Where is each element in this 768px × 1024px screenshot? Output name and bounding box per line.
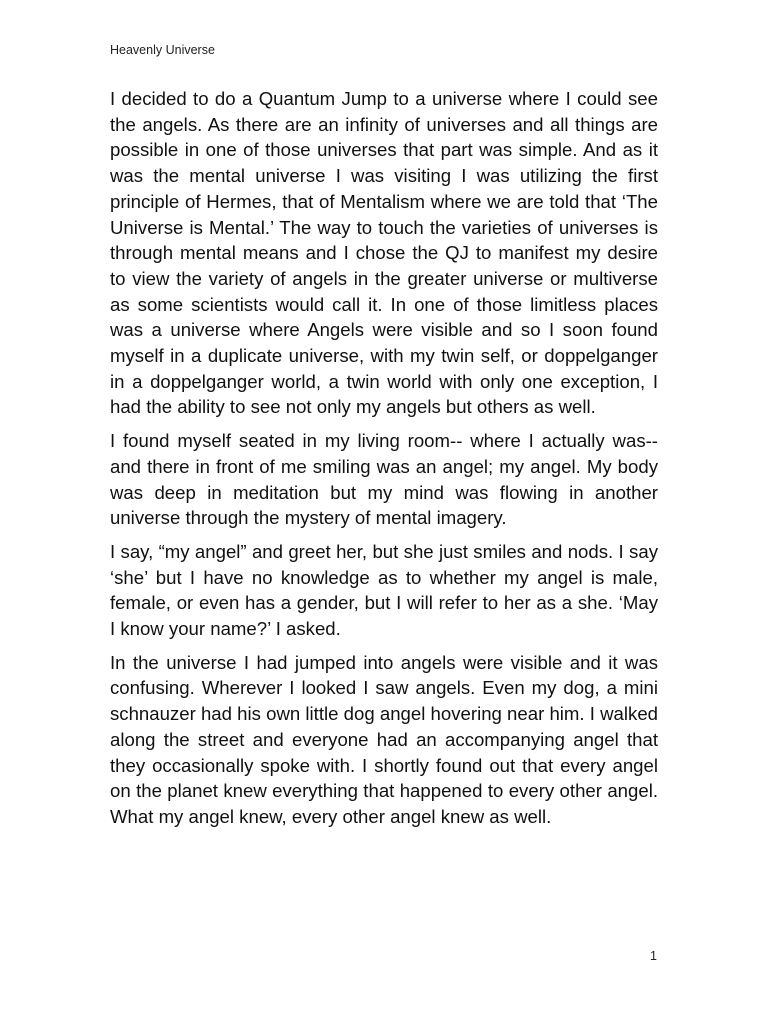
page-number: 1 (650, 949, 657, 963)
paragraph-1: I decided to do a Quantum Jump to a universe where I could see the angels. As there are an infinity of universes and all things are possible in one of those universes that part was simple. And as it was the mental universe I was visiting I was utilizing the first principle of Hermes, that of Mentalism where we are told that ‘The Universe is Mental.’ The way to touch the varieties of universes is through mental means and I chose the QJ to manifest my desire to view the variety of angels in the greater universe or multiverse as some scientists would call it. In one of those limitless places was a universe where Angels were visible and so I soon found myself in a duplicate universe, with my twin self, or doppelganger in a doppelganger world, a twin world with only one exception, I had the ability to see not only my angels but others as well. (110, 88, 658, 418)
body-text (110, 86, 658, 838)
running-header: Heavenly Universe (110, 43, 215, 57)
paragraph-4: In the universe I had jumped into angels were visible and it was confusing. Wherever I looked I saw angels. Even my dog, a mini schnauzer had his own little dog angel hovering near him. I walked along the street and everyone had an accompanying angel that they occasionally spoke with. I shortly found out that every angel on the planet knew everything that happened to every other angel. What my angel knew, every other angel knew as well. (110, 651, 658, 827)
paragraph-2: I found myself seated in my living room-- where I actually was-- and there in front of me smiling was an angel; my angel. My body was deep in meditation but my mind was flowing in another universe through the mystery of mental imagery. (110, 430, 658, 529)
paragraph-3: I say, “my angel” and greet her, but she just smiles and nods. I say ‘she’ but I have no knowledge as to whether my angel is male, female, or even has a gender, but I will refer to her as a she. ‘May I know your name?’ I asked. (110, 540, 658, 640)
